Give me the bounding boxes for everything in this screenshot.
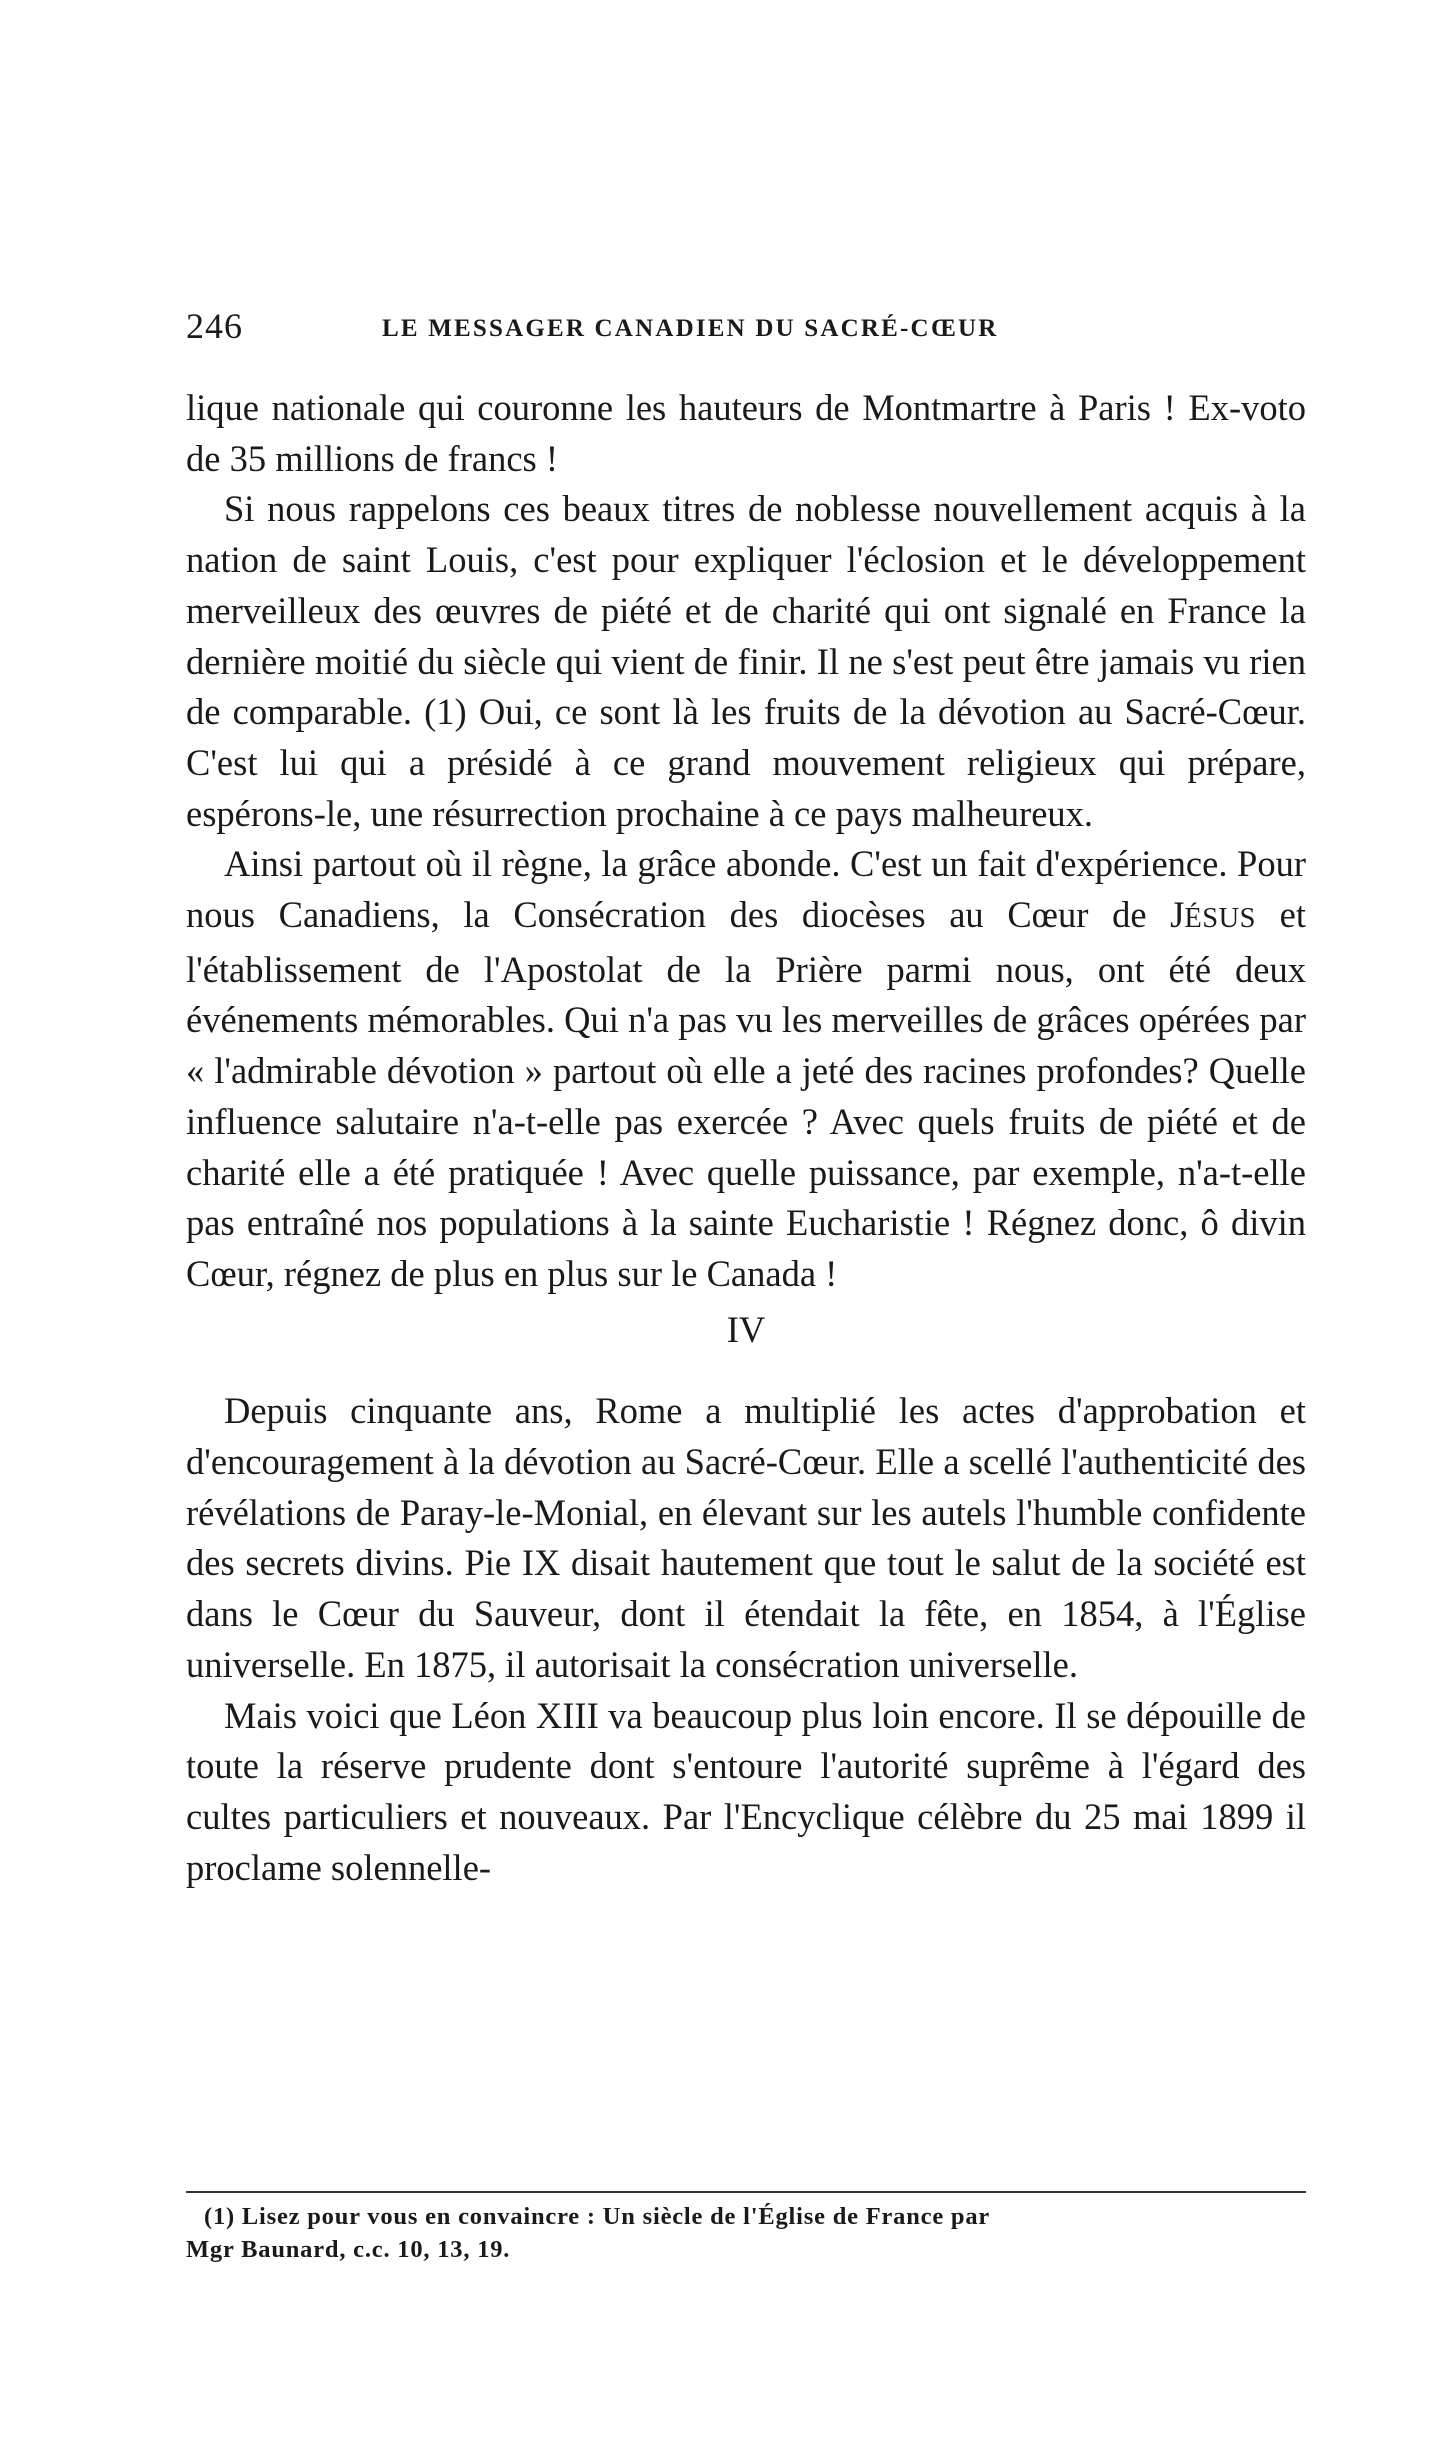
paragraph-3-text-before: Ainsi partout où il règne, la grâce abonde. C'est un fait d'expérience. Pour nous Canadiens, la Consécration des diocèses au Cœur de J (186, 843, 1306, 936)
section-heading: IV (726, 1308, 766, 1350)
page-number: 246 (186, 306, 243, 346)
paragraph-5: Mais voici que Léon XIII va beaucoup plus loin encore. Il se dépouille de toute la réserve prudente dont s'entoure l'autorité suprême à l'égard des cultes particuliers et nouveaux. Par l'Encyclique célèbre du 25 mai 1899 il proclame solennelle- (186, 1694, 1306, 1888)
paragraph-4: Depuis cinquante ans, Rome a multiplié les actes d'approbation et d'encouragement à la dévotion au Sacré-Cœur. Elle a scellé l'authenticité des révélations de Paray-le-Monial, en élevant sur les autels l'humble confidente des secrets divins. Pie IX disait hautement que tout le salut de la société est dans le Cœur du Sauveur, dont il étendait la fête, en 1854, à l'Église universelle. En 1875, il autorisait la consécration universelle. (186, 1390, 1306, 1685)
footnote-divider (186, 2191, 1306, 2193)
paragraph-2: Si nous rappelons ces beaux titres de noblesse nouvellement acquis à la nation de saint Louis, c'est pour expliquer l'éclosion et le développement merveilleux des œuvres de piété et de charité qui ont signalé en France la dernière moitié du siècle qui vient de finir. Il ne s'est peut être jamais vu rien de comparable. (1) Oui, ce sont là les fruits de la dévotion au Sacré-Cœur. C'est lui qui a présidé à ce grand mouvement religieux qui prépare, espérons-le, une résurrection prochaine à ce pays malheureux. (186, 488, 1306, 834)
body-text (186, 383, 1306, 1893)
small-caps-name: ÉSUS (1184, 903, 1257, 935)
paragraph-1: lique nationale qui couronne les hauteurs de Montmartre à Paris ! Ex-voto de 35 millions de francs ! (186, 387, 1306, 479)
paragraph-3-text-after: et l'établissement de l'Apostolat de la Prière parmi nous, ont été deux événements mémorables. Qui n'a pas vu les merveilles de grâces opérées par « l'admirable dévotion » partout où elle a jeté des racines profondes? Quelle influence salutaire n'a-t-elle pas exercée ? Avec quels fruits de piété et de charité elle a été pratiquée ! Avec quelle puissance, par exemple, n'a-t-elle pas entraîné nos populations à la sainte Eucharistie ! Régnez donc, ô divin Cœur, régnez de plus en plus sur le Canada ! (186, 894, 1307, 1294)
footnotes (186, 2200, 1306, 2266)
footnote-1-line-2: Mgr Baunard, c.c. 10, 13, 19. (186, 2236, 511, 2263)
footnote-1-line-1: (1) Lisez pour vous en convaincre : Un siècle de l'Église de France par (204, 2203, 991, 2230)
paragraph-3 (186, 839, 1306, 1299)
running-header (186, 305, 1306, 355)
journal-title: LE MESSAGER CANADIEN DU SACRÉ-CŒUR (382, 315, 999, 342)
